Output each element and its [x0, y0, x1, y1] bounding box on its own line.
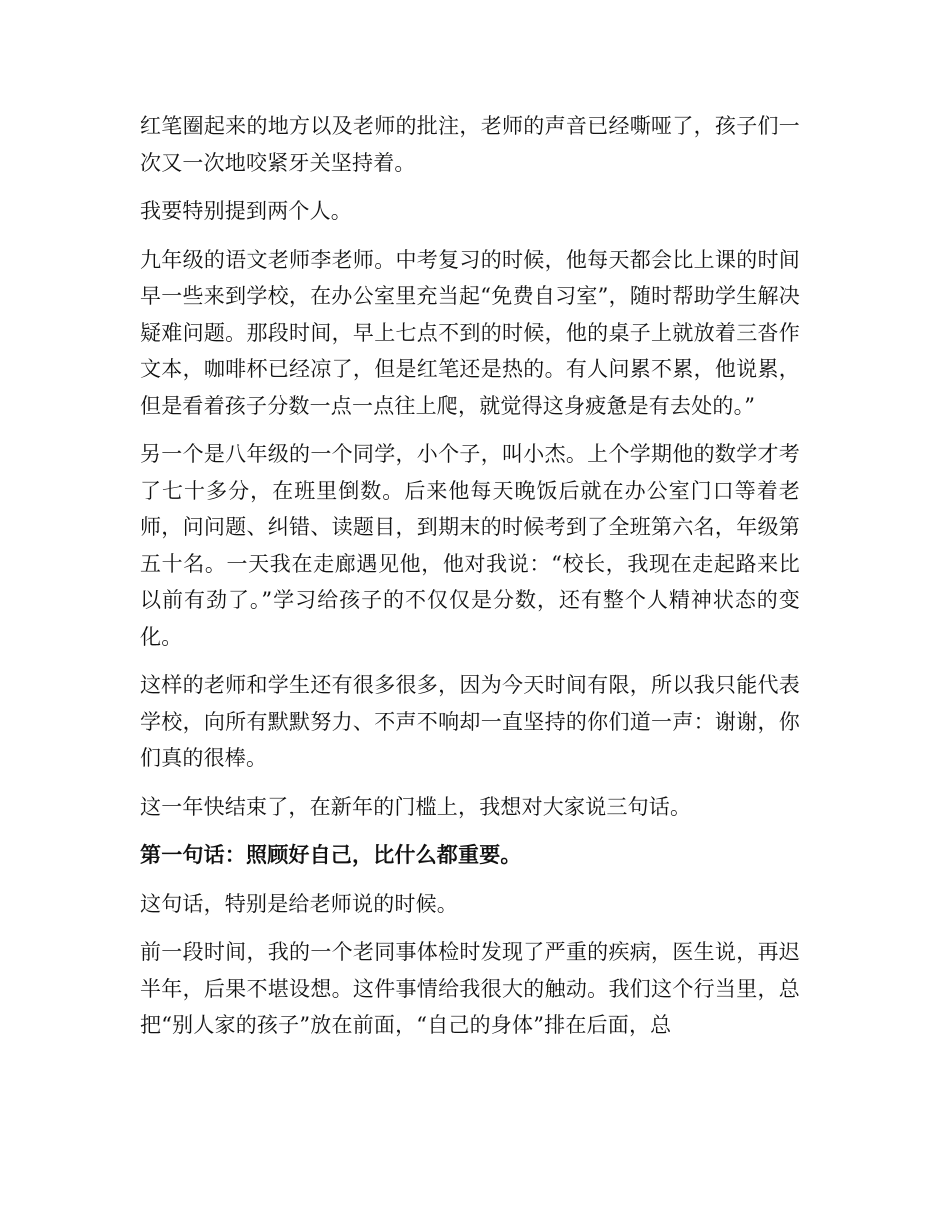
section-heading: 第一句话：照顾好自己，比什么都重要。 [140, 843, 522, 867]
paragraph-4: 另一个是八年级的一个同学，小个子，叫小杰。上个学期他的数学才考了七十多分，在班里倒数。后来他每天晚饭后就在办公室门口等着老师，问问题、纠错、读题目，到期末的时候考到了全班第六名，年级第五十名。一天我在走廊遇见他，他对我说：“校长，我现在走起路来比以前有劲了。”学习给孩子的不仅仅是分数，还有整个人精神状态的变化。 [140, 442, 800, 649]
paragraph-1: 红笔圈起来的地方以及老师的批注，老师的声音已经嘶哑了，孩子们一次又一次地咬紧牙关坚持着。 [140, 114, 800, 175]
paragraph-8: 前一段时间，我的一个老同事体检时发现了严重的疾病，医生说，再迟半年，后果不堪设想。这件事情给我很大的触动。我们这个行当里，总把“别人家的孩子”放在前面，“自己的身体”排在后面，总 [140, 940, 800, 1037]
paragraph-6: 这一年快结束了，在新年的门槛上，我想对大家说三句话。 [140, 794, 692, 819]
paragraph-2: 我要特别提到两个人。 [140, 199, 352, 223]
paragraph-5: 这样的老师和学生还有很多很多，因为今天时间有限，所以我只能代表学校，向所有默默努力、不声不响却一直坚持的你们道一声：谢谢，你们真的很棒。 [140, 673, 800, 770]
document-body [140, 108, 800, 1056]
paragraph-3: 九年级的语文老师李老师。中考复习的时候，他每天都会比上课的时间早一些来到学校，在办公室里充当起“免费自习室”，随时帮助学生解决疑难问题。那段时间，早上七点不到的时候，他的桌子上就放着三沓作文本，咖啡杯已经凉了，但是红笔还是热的。有人问累不累，他说累，但是看着孩子分数一点一点往上爬，就觉得这身疲惫是有去处的。” [140, 247, 800, 418]
paragraph-7: 这句话，特别是给老师说的时候。 [140, 891, 458, 916]
